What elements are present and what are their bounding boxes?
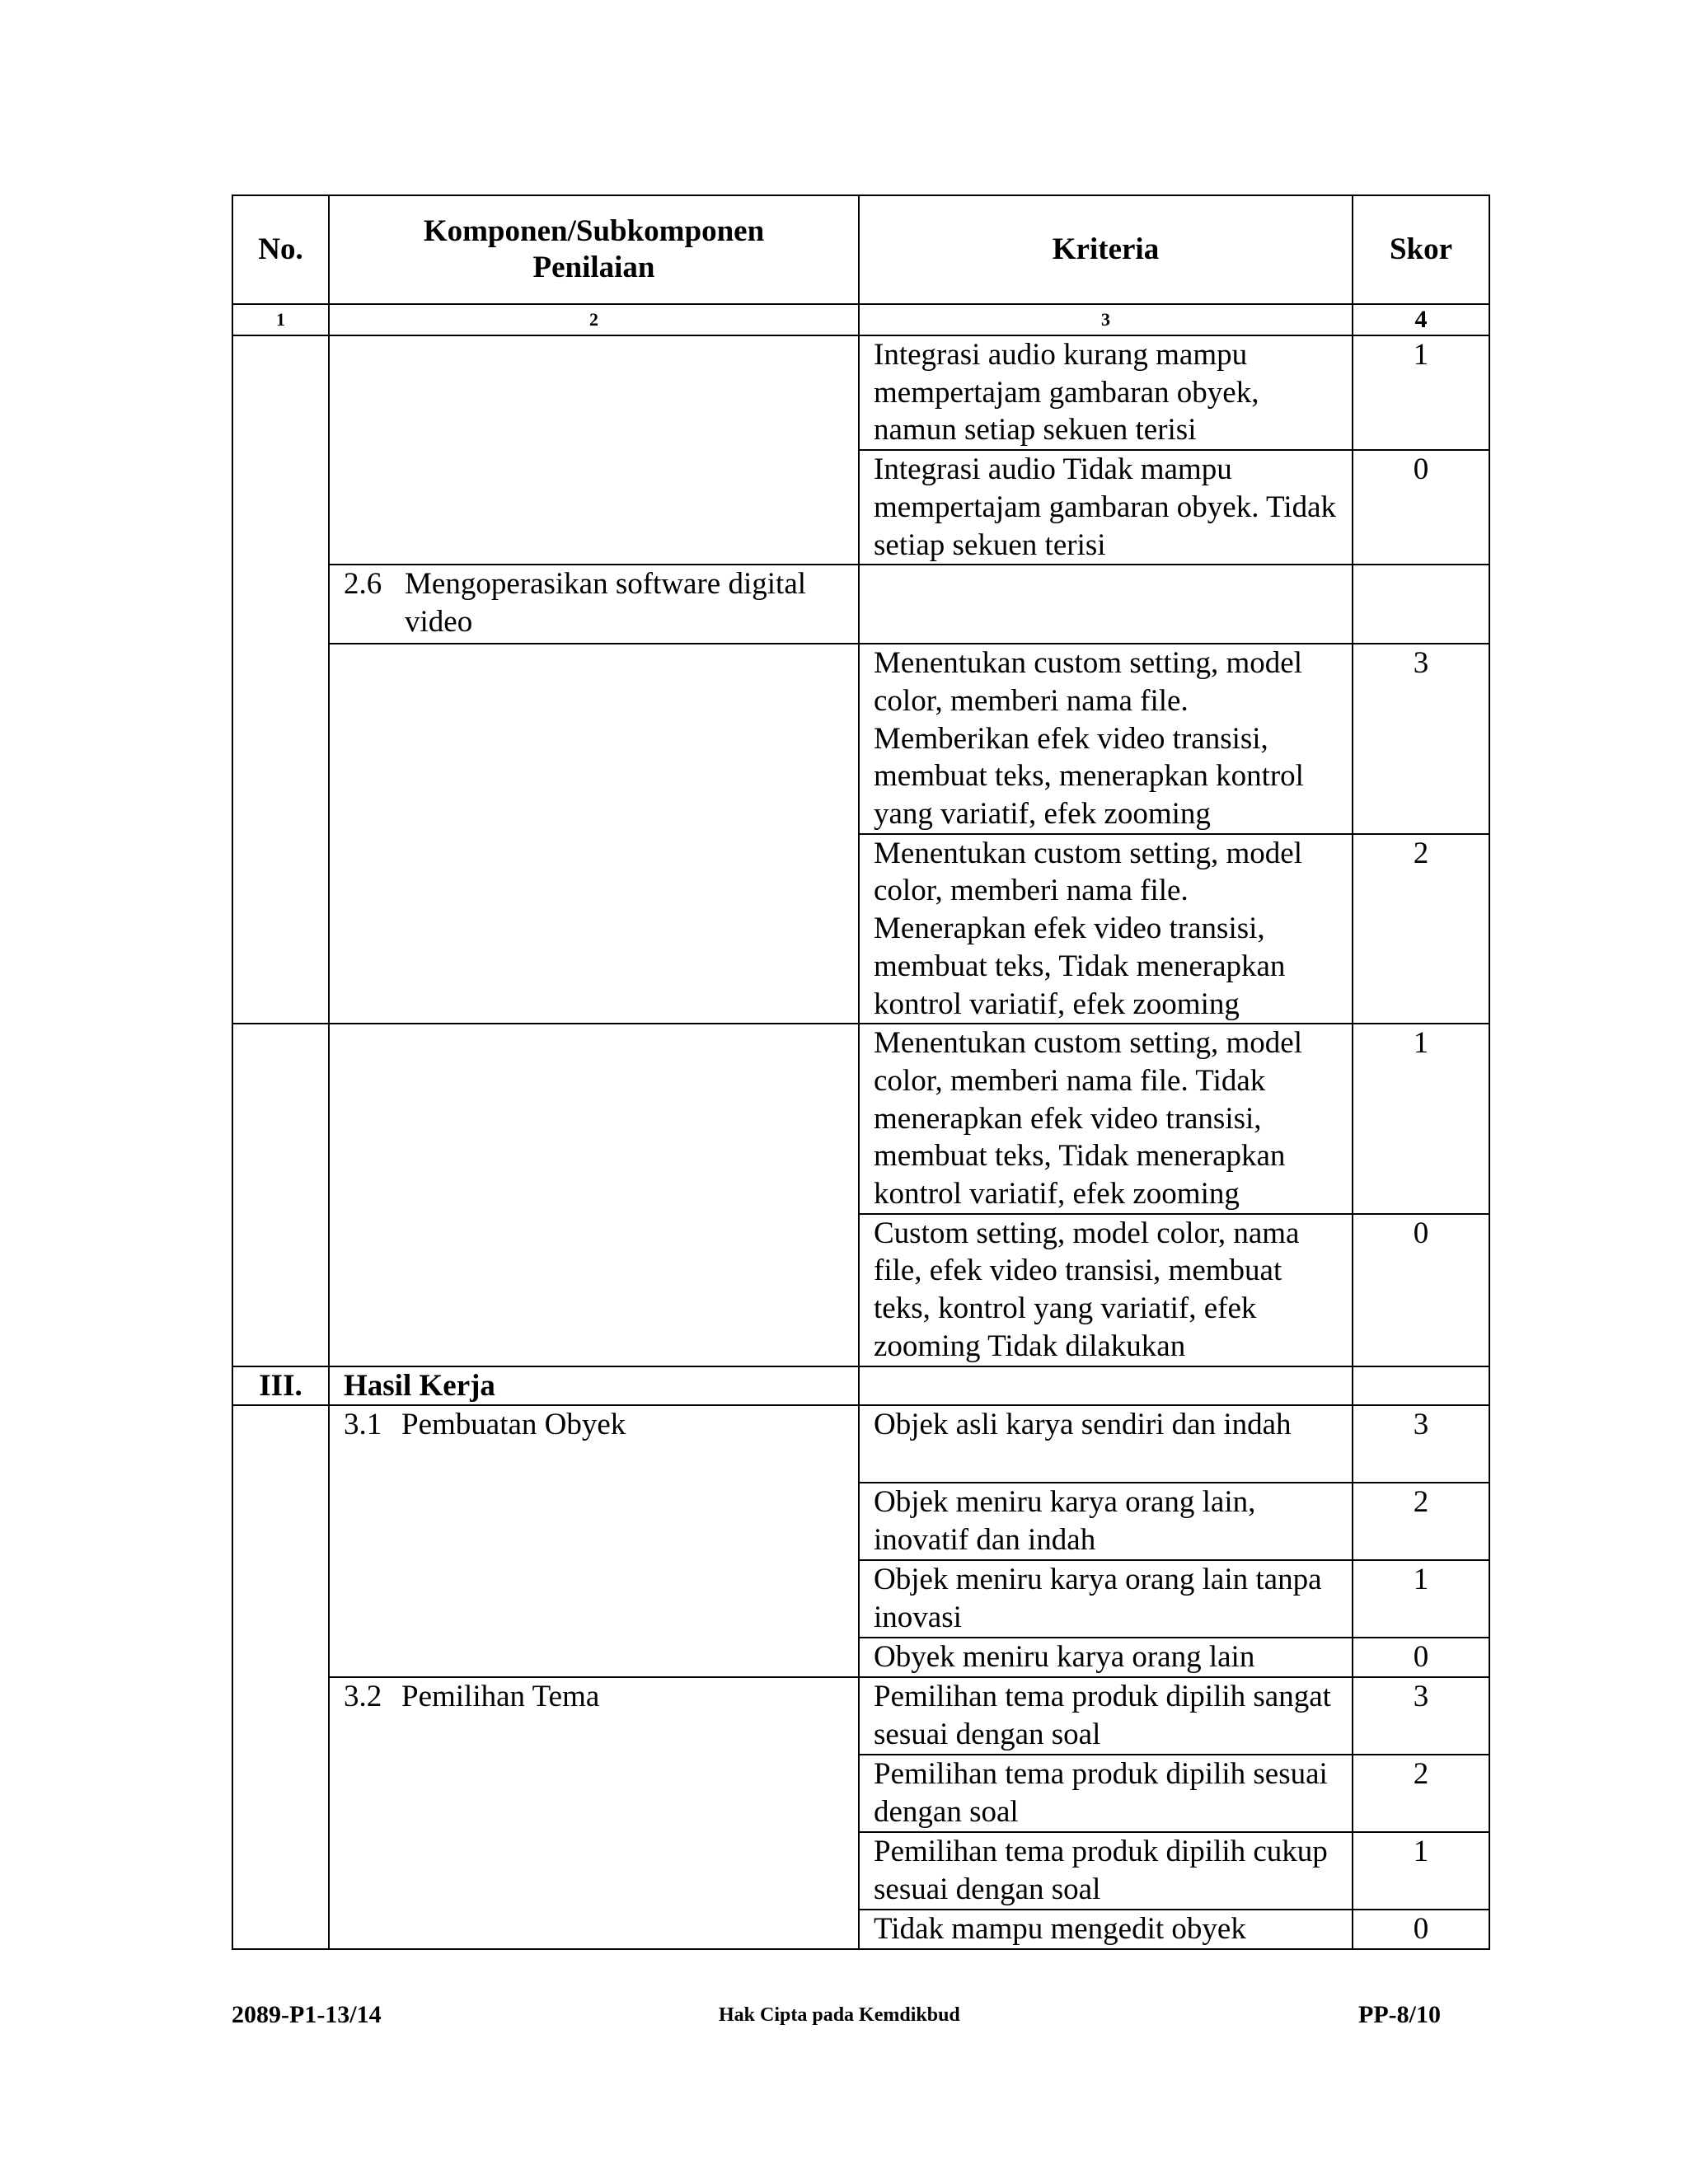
score-cell: 0 [1353,1638,1489,1677]
col-number-2: 2 [329,304,859,335]
table-row [232,565,1489,644]
subcomponent-cell [329,1677,859,1949]
criteria-cell: Pemilihan tema produk dipilih cukup sesuai dengan soal [859,1832,1353,1910]
score-cell: 0 [1353,1910,1489,1949]
score-cell: 2 [1353,834,1489,1024]
criteria-cell: Tidak mampu mengedit obyek [859,1910,1353,1949]
table-row [232,1677,1489,1755]
subcomponent-cell [329,565,859,644]
no-cell [232,335,329,1024]
component-cell [329,644,859,1024]
criteria-cell: Menentukan custom setting, model color, memberi nama file. Memberikan efek video transisi, membuat teks, menerapkan kontrol yang variatif, efek zooming [859,644,1353,834]
criteria-cell: Pemilihan tema produk dipilih sesuai dengan soal [859,1755,1353,1832]
criteria-cell: Objek asli karya sendiri dan indah [859,1405,1353,1483]
score-cell: 1 [1353,1832,1489,1910]
criteria-cell: Menentukan custom setting, model color, memberi nama file. Tidak menerapkan efek video transisi, membuat teks, Tidak menerapkan kontrol variatif, efek zooming [859,1024,1353,1214]
no-cell [232,1024,329,1366]
subcomponent-label: Pemilihan Tema [401,1680,600,1714]
header-no: No. [232,195,329,304]
score-cell [1353,565,1489,644]
subcomponent-cell [329,1405,859,1677]
score-cell: 3 [1353,1677,1489,1755]
score-cell: 0 [1353,450,1489,565]
subcomponent-number: 3.1 [344,1408,382,1442]
score-cell: 3 [1353,644,1489,834]
criteria-cell: Objek meniru karya orang lain tanpa inovasi [859,1560,1353,1638]
score-cell [1353,1366,1489,1406]
no-cell [232,1405,329,1949]
score-cell: 1 [1353,1560,1489,1638]
criteria-cell [859,1366,1353,1406]
subcomponent-number: 2.6 [344,567,382,602]
score-cell: 2 [1353,1755,1489,1832]
subcomponent-label: Pembuatan Obyek [401,1408,626,1442]
criteria-cell: Obyek meniru karya orang lain [859,1638,1353,1677]
criteria-cell: Pemilihan tema produk dipilih sangat sesuai dengan soal [859,1677,1353,1755]
score-cell: 3 [1353,1405,1489,1483]
component-cell [329,1024,859,1366]
score-cell: 0 [1353,1214,1489,1366]
criteria-cell: Menentukan custom setting, model color, memberi nama file. Menerapkan efek video transisi, membuat teks, Tidak menerapkan kontrol variatif, efek zooming [859,834,1353,1024]
column-number-row [232,304,1489,335]
col-number-1: 1 [232,304,329,335]
score-cell: 1 [1353,1024,1489,1214]
section-number: III. [232,1366,329,1406]
table-row [232,644,1489,834]
header-component: Komponen/Subkomponen Penilaian [329,195,859,304]
subcomponent-label: Mengoperasikan software digital [405,567,807,602]
score-cell: 1 [1353,335,1489,450]
criteria-cell: Objek meniru karya orang lain, inovatif dan indah [859,1483,1353,1560]
component-cell [329,335,859,565]
table-row [232,1024,1489,1214]
copyright-notice: Hak Cipta pada Kemdikbud [719,2004,960,2026]
criteria-cell: Integrasi audio kurang mampu mempertajam gambaran obyek, namun setiap sekuen terisi [859,335,1353,450]
header-row [232,195,1489,304]
section-title: Hasil Kerja [329,1366,859,1406]
page-number: PP-8/10 [1358,2001,1441,2028]
col-number-4: 4 [1353,304,1489,335]
criteria-cell: Custom setting, model color, nama file, efek video transisi, membuat teks, kontrol yang variatif, efek zooming Tidak dilakukan [859,1214,1353,1366]
col-number-3: 3 [859,304,1353,335]
section-row [232,1366,1489,1406]
table-row [232,1405,1489,1483]
criteria-cell: Integrasi audio Tidak mampu mempertajam gambaran obyek. Tidak setiap sekuen terisi [859,450,1353,565]
subcomponent-label-cont: video [405,604,473,639]
criteria-cell [859,565,1353,644]
header-criteria: Kriteria [859,195,1353,304]
table-row [232,335,1489,450]
assessment-table [232,194,1490,1950]
header-score: Skor [1353,195,1489,304]
score-cell: 2 [1353,1483,1489,1560]
subcomponent-number: 3.2 [344,1680,382,1714]
document-code: 2089-P1-13/14 [232,2001,382,2028]
